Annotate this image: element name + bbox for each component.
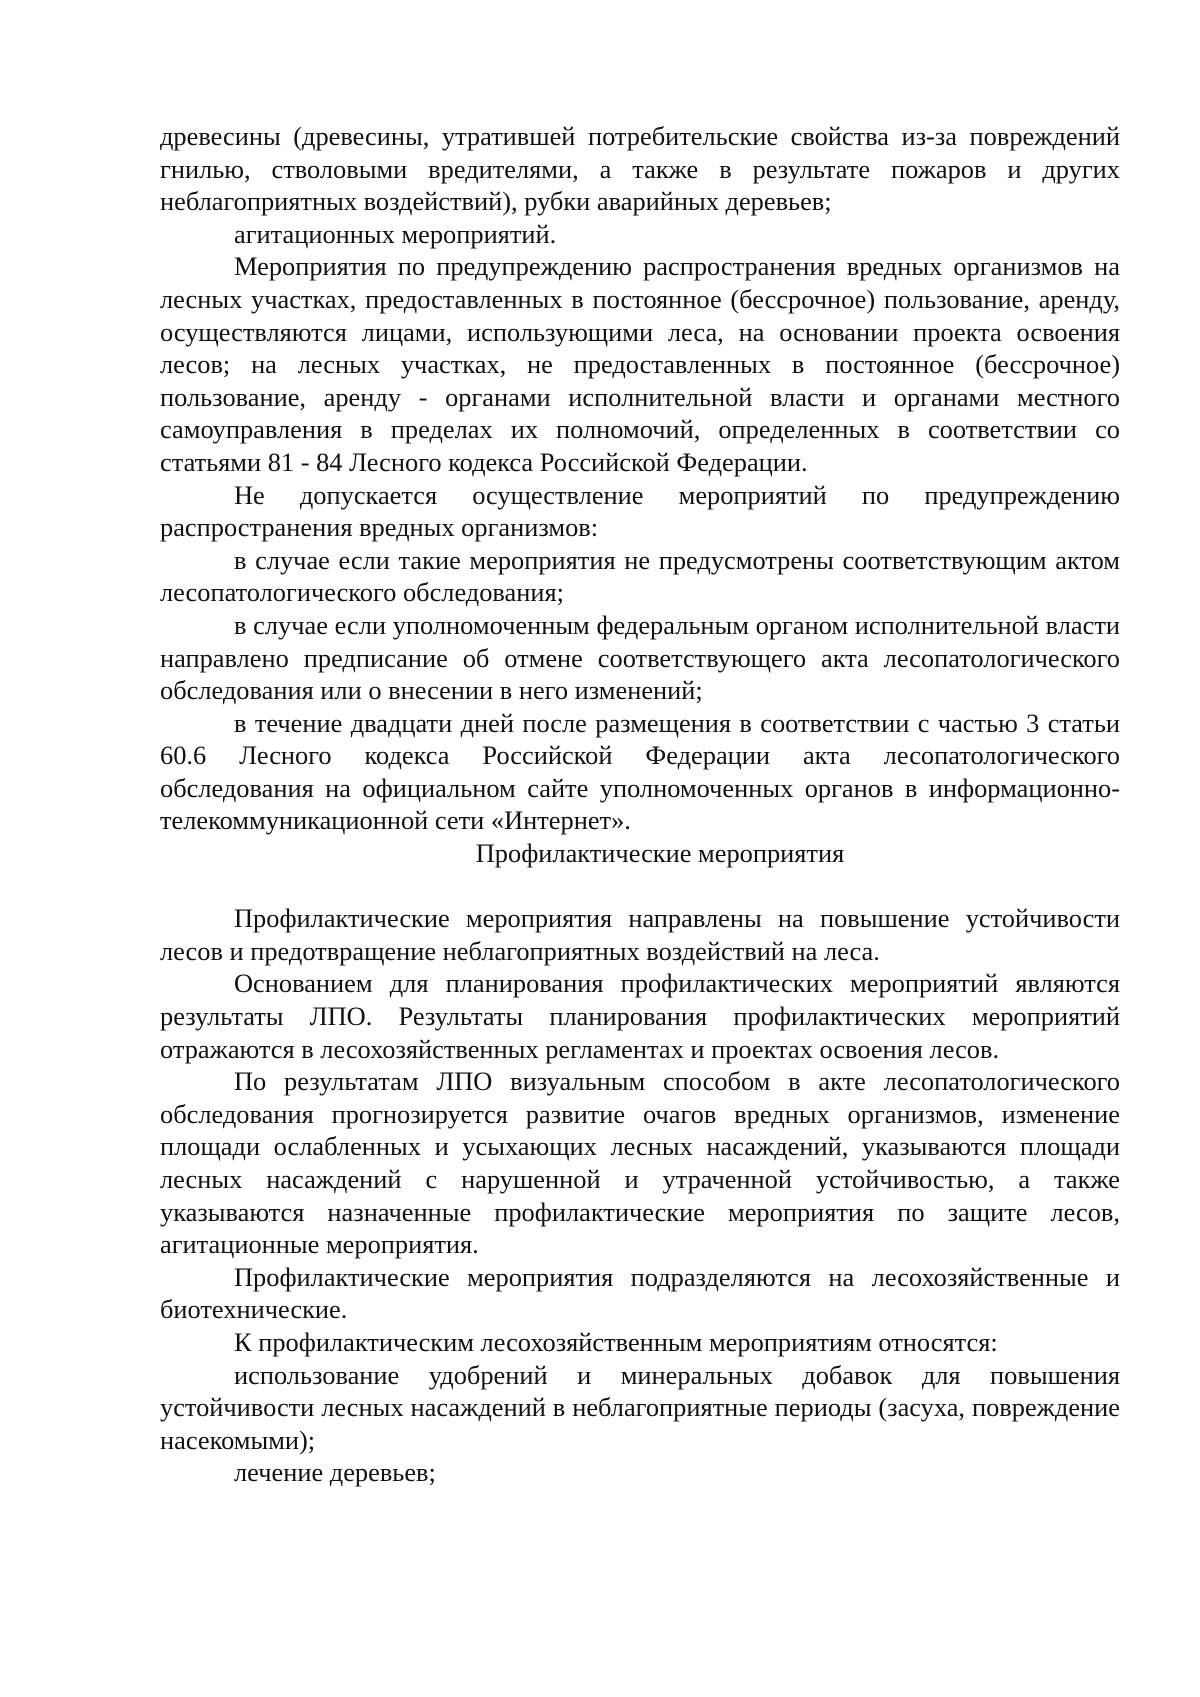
- section-heading: Профилактические мероприятия: [475, 838, 845, 869]
- document-page: [160, 120, 1120, 1489]
- paragraph-case-not-provided: в случае если такие мероприятия не предусмотрены соответствующим актом лесопатологического обследования;: [160, 544, 1120, 608]
- paragraph-case-prescription: в случае если уполномоченным федеральным органом исполнительной власти направлено предписание об отмене соответствующего акта лесопатологического обследования или о внесении в него изменений;: [160, 609, 1120, 706]
- paragraph-lpo-results: По результатам ЛПО визуальным способом в акте лесопатологического обследования прогнозируется развитие очагов вредных организмов, изменение площади ослабленных и усыхающих лесных насаждений, указываются площади лесных насаждений с нарушенной и утраченной устойчивостью, а также указываются назначенные профилактические мероприятия по защите лесов, агитационные мероприятия.: [160, 1066, 1120, 1260]
- paragraph-continuation: древесины (древесины, утратившей потребительские свойства из-за повреждений гнилью, стволовыми вредителями, а также в результате пожаров и других неблагоприятных воздействий), рубки аварийных деревьев;: [160, 121, 1120, 217]
- paragraph-not-allowed: Не допускается осуществление мероприятий по предупреждению распространения вредных организмов:: [160, 479, 1120, 543]
- paragraph-planning-basis: Основанием для планирования профилактических мероприятий являются результаты ЛПО. Результаты планирования профилактических мероприятий отражаются в лесохозяйственных регламентах и проектах освоения лесов.: [160, 968, 1120, 1064]
- paragraph-fertilizers: использование удобрений и минеральных добавок для повышения устойчивости лесных насаждений в неблагоприятные периоды (засуха, повреждение насекомыми);: [160, 1359, 1120, 1455]
- paragraph-subdivision: Профилактические мероприятия подразделяются на лесохозяйственные и биотехнические.: [160, 1261, 1120, 1325]
- blank-line: [160, 870, 1120, 903]
- paragraph-forestry-measures-intro: К профилактическим лесохозяйственным мероприятиям относятся:: [234, 1326, 998, 1357]
- paragraph-agitation: агитационных мероприятий.: [234, 218, 557, 249]
- paragraph-twenty-days: в течение двадцати дней после размещения в соответствии с частью 3 статьи 60.6 Лесного кодекса Российской Федерации акта лесопатологического обследования на официальном сайте уполномоченных органов в информационно-телекоммуникационной сети «Интернет».: [160, 707, 1120, 836]
- paragraph-tree-treatment: лечение деревьев;: [234, 1457, 436, 1488]
- paragraph-preventive-aim: Профилактические мероприятия направлены на повышение устойчивости лесов и предотвращение неблагоприятных воздействий на леса.: [160, 903, 1120, 966]
- paragraph-prevention-measures: Мероприятия по предупреждению распространения вредных организмов на лесных участках, предоставленных в постоянное (бессрочное) пользование, аренду, осуществляются лицами, использующими леса, на основании проекта освоения лесов; на лесных участках, не предоставленных в постоянное (бессрочное) пользование, аренду - органами исполнительной власти и органами местного самоуправления в пределах их полномочий, определенных в соответствии со статьями 81 - 84 Лесного кодекса Российской Федерации.: [160, 251, 1120, 477]
